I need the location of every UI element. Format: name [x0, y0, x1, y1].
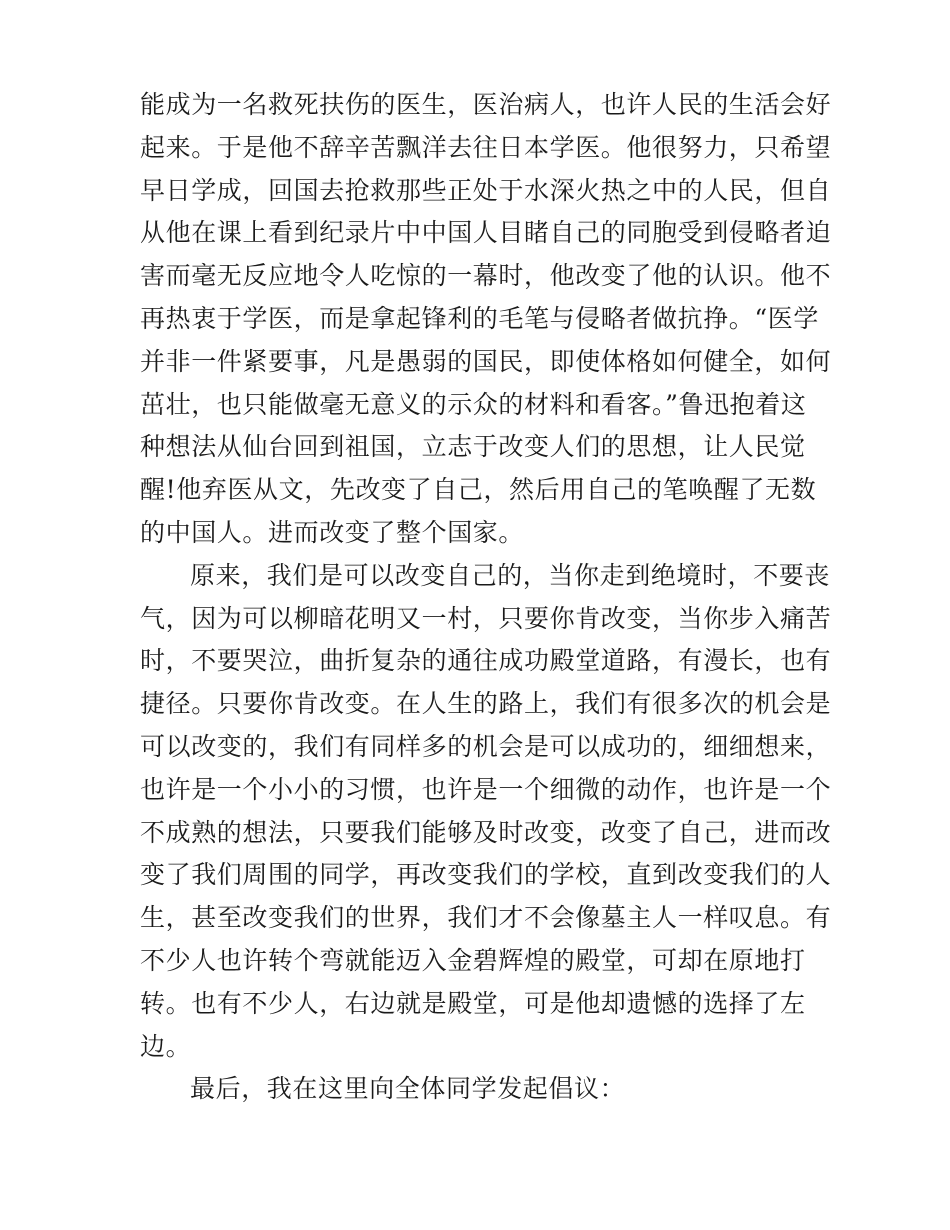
paragraph-start-line: 最后，我在这里向全体同学发起倡议：	[190, 1074, 626, 1104]
text-line: 并非一件紧要事，凡是愚弱的国民，即使体格如何健全，如何	[140, 346, 832, 376]
text-line: 醒!他弃医从文，先改变了自己，然后用自己的笔唤醒了无数	[140, 475, 817, 505]
text-line: 变了我们周围的同学，再改变我们的学校，直到改变我们的人	[140, 860, 832, 890]
text-line: 也许是一个小小的习惯，也许是一个细微的动作，也许是一个	[140, 774, 832, 804]
text-line: 能成为一名救死扶伤的医生，医治病人，也许人民的生活会好	[140, 90, 832, 119]
essay-text	[140, 84, 832, 1111]
text-line: 再热衷于学医，而是拿起锋利的毛笔与侵略者做抗挣。“医学	[140, 303, 819, 333]
text-line: 的中国人。进而改变了整个国家。	[140, 517, 525, 547]
text-line: 生，甚至改变我们的世界，我们才不会像墓主人一样叹息。有	[140, 903, 832, 933]
text-line: 茁壮，也只能做毫无意义的示众的材料和看客。”鲁迅抱着这	[140, 389, 807, 419]
text-line: 时，不要哭泣，曲折复杂的通往成功殿堂道路，有漫长，也有	[140, 646, 832, 676]
paragraph-start-line: 原来，我们是可以改变自己的，当你走到绝境时，不要丧	[190, 560, 831, 590]
text-line: 害而毫无反应地令人吃惊的一幕时，他改变了他的认识。他不	[140, 261, 832, 291]
text-line: 种想法从仙台回到祖国，立志于改变人们的思想，让人民觉	[140, 432, 806, 462]
text-line: 气，因为可以柳暗花明又一村，只要你肯改变，当你步入痛苦	[140, 603, 832, 633]
text-line: 早日学成，回国去抢救那些正处于水深火热之中的人民，但自	[140, 175, 832, 205]
text-line: 转。也有不少人，右边就是殿堂，可是他却遗憾的选择了左	[140, 988, 806, 1018]
text-line: 从他在课上看到纪录片中中国人目睹自己的同胞受到侵略者迫	[140, 218, 832, 248]
text-line: 起来。于是他不辞辛苦飘洋去往日本学医。他很努力，只希望	[140, 132, 832, 162]
text-line: 可以改变的，我们有同样多的机会是可以成功的，细细想来，	[140, 731, 832, 761]
text-line: 边。	[140, 1031, 192, 1061]
text-line: 不成熟的想法，只要我们能够及时改变，改变了自己，进而改	[140, 817, 832, 847]
text-line: 捷径。只要你肯改变。在人生的路上，我们有很多次的机会是	[140, 689, 832, 719]
text-line: 不少人也许转个弯就能迈入金碧辉煌的殿堂，可却在原地打	[140, 945, 806, 975]
